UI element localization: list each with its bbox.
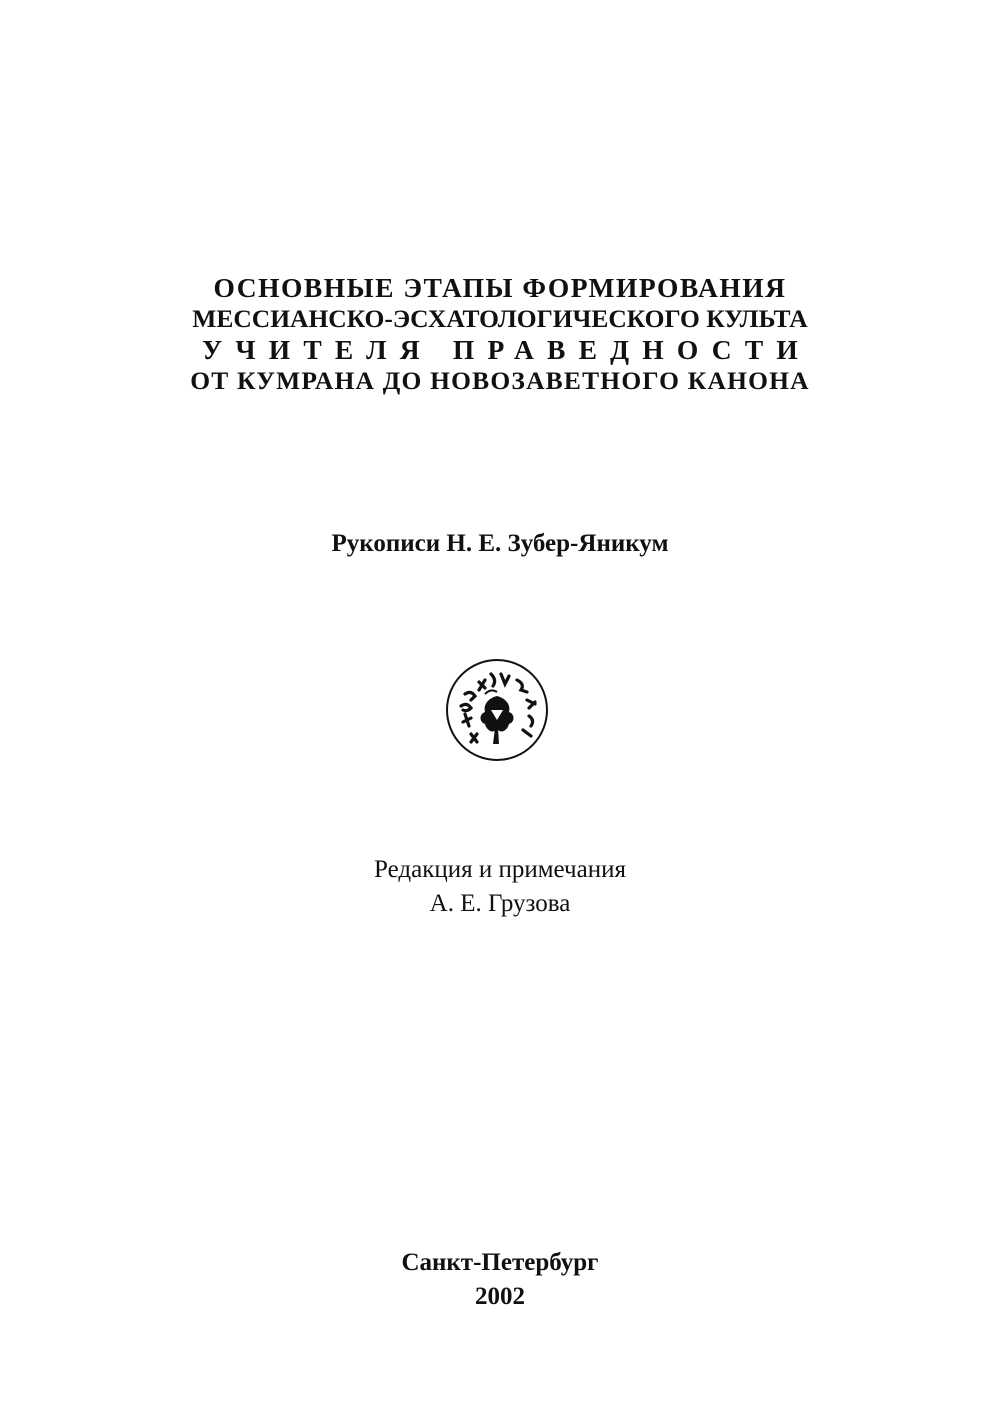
imprint-city: Санкт-Петербург [401, 1249, 599, 1276]
book-title [0, 272, 1000, 396]
title-line-2: МЕССИАНСКО-ЭСХАТОЛОГИЧЕСКОГО КУЛЬТА [192, 304, 808, 333]
editor-name: А. Е. Грузова [429, 890, 571, 917]
imprint [0, 1246, 1000, 1314]
title-line-1: ОСНОВНЫЕ ЭТАПЫ ФОРМИРОВАНИЯ [213, 272, 787, 303]
title-line-3: УЧИТЕЛЯ ПРАВЕДНОСТИ [202, 334, 811, 365]
title-line-4: ОТ КУМРАНА ДО НОВОЗАВЕТНОГО КАНОНА [190, 366, 810, 395]
editor-credit [0, 853, 1000, 921]
editor-label: Редакция и примечания [374, 856, 626, 883]
publisher-seal-icon [445, 658, 549, 762]
imprint-year: 2002 [475, 1283, 525, 1310]
author-line: Рукописи Н. Е. Зубер-Яникум [331, 530, 669, 557]
